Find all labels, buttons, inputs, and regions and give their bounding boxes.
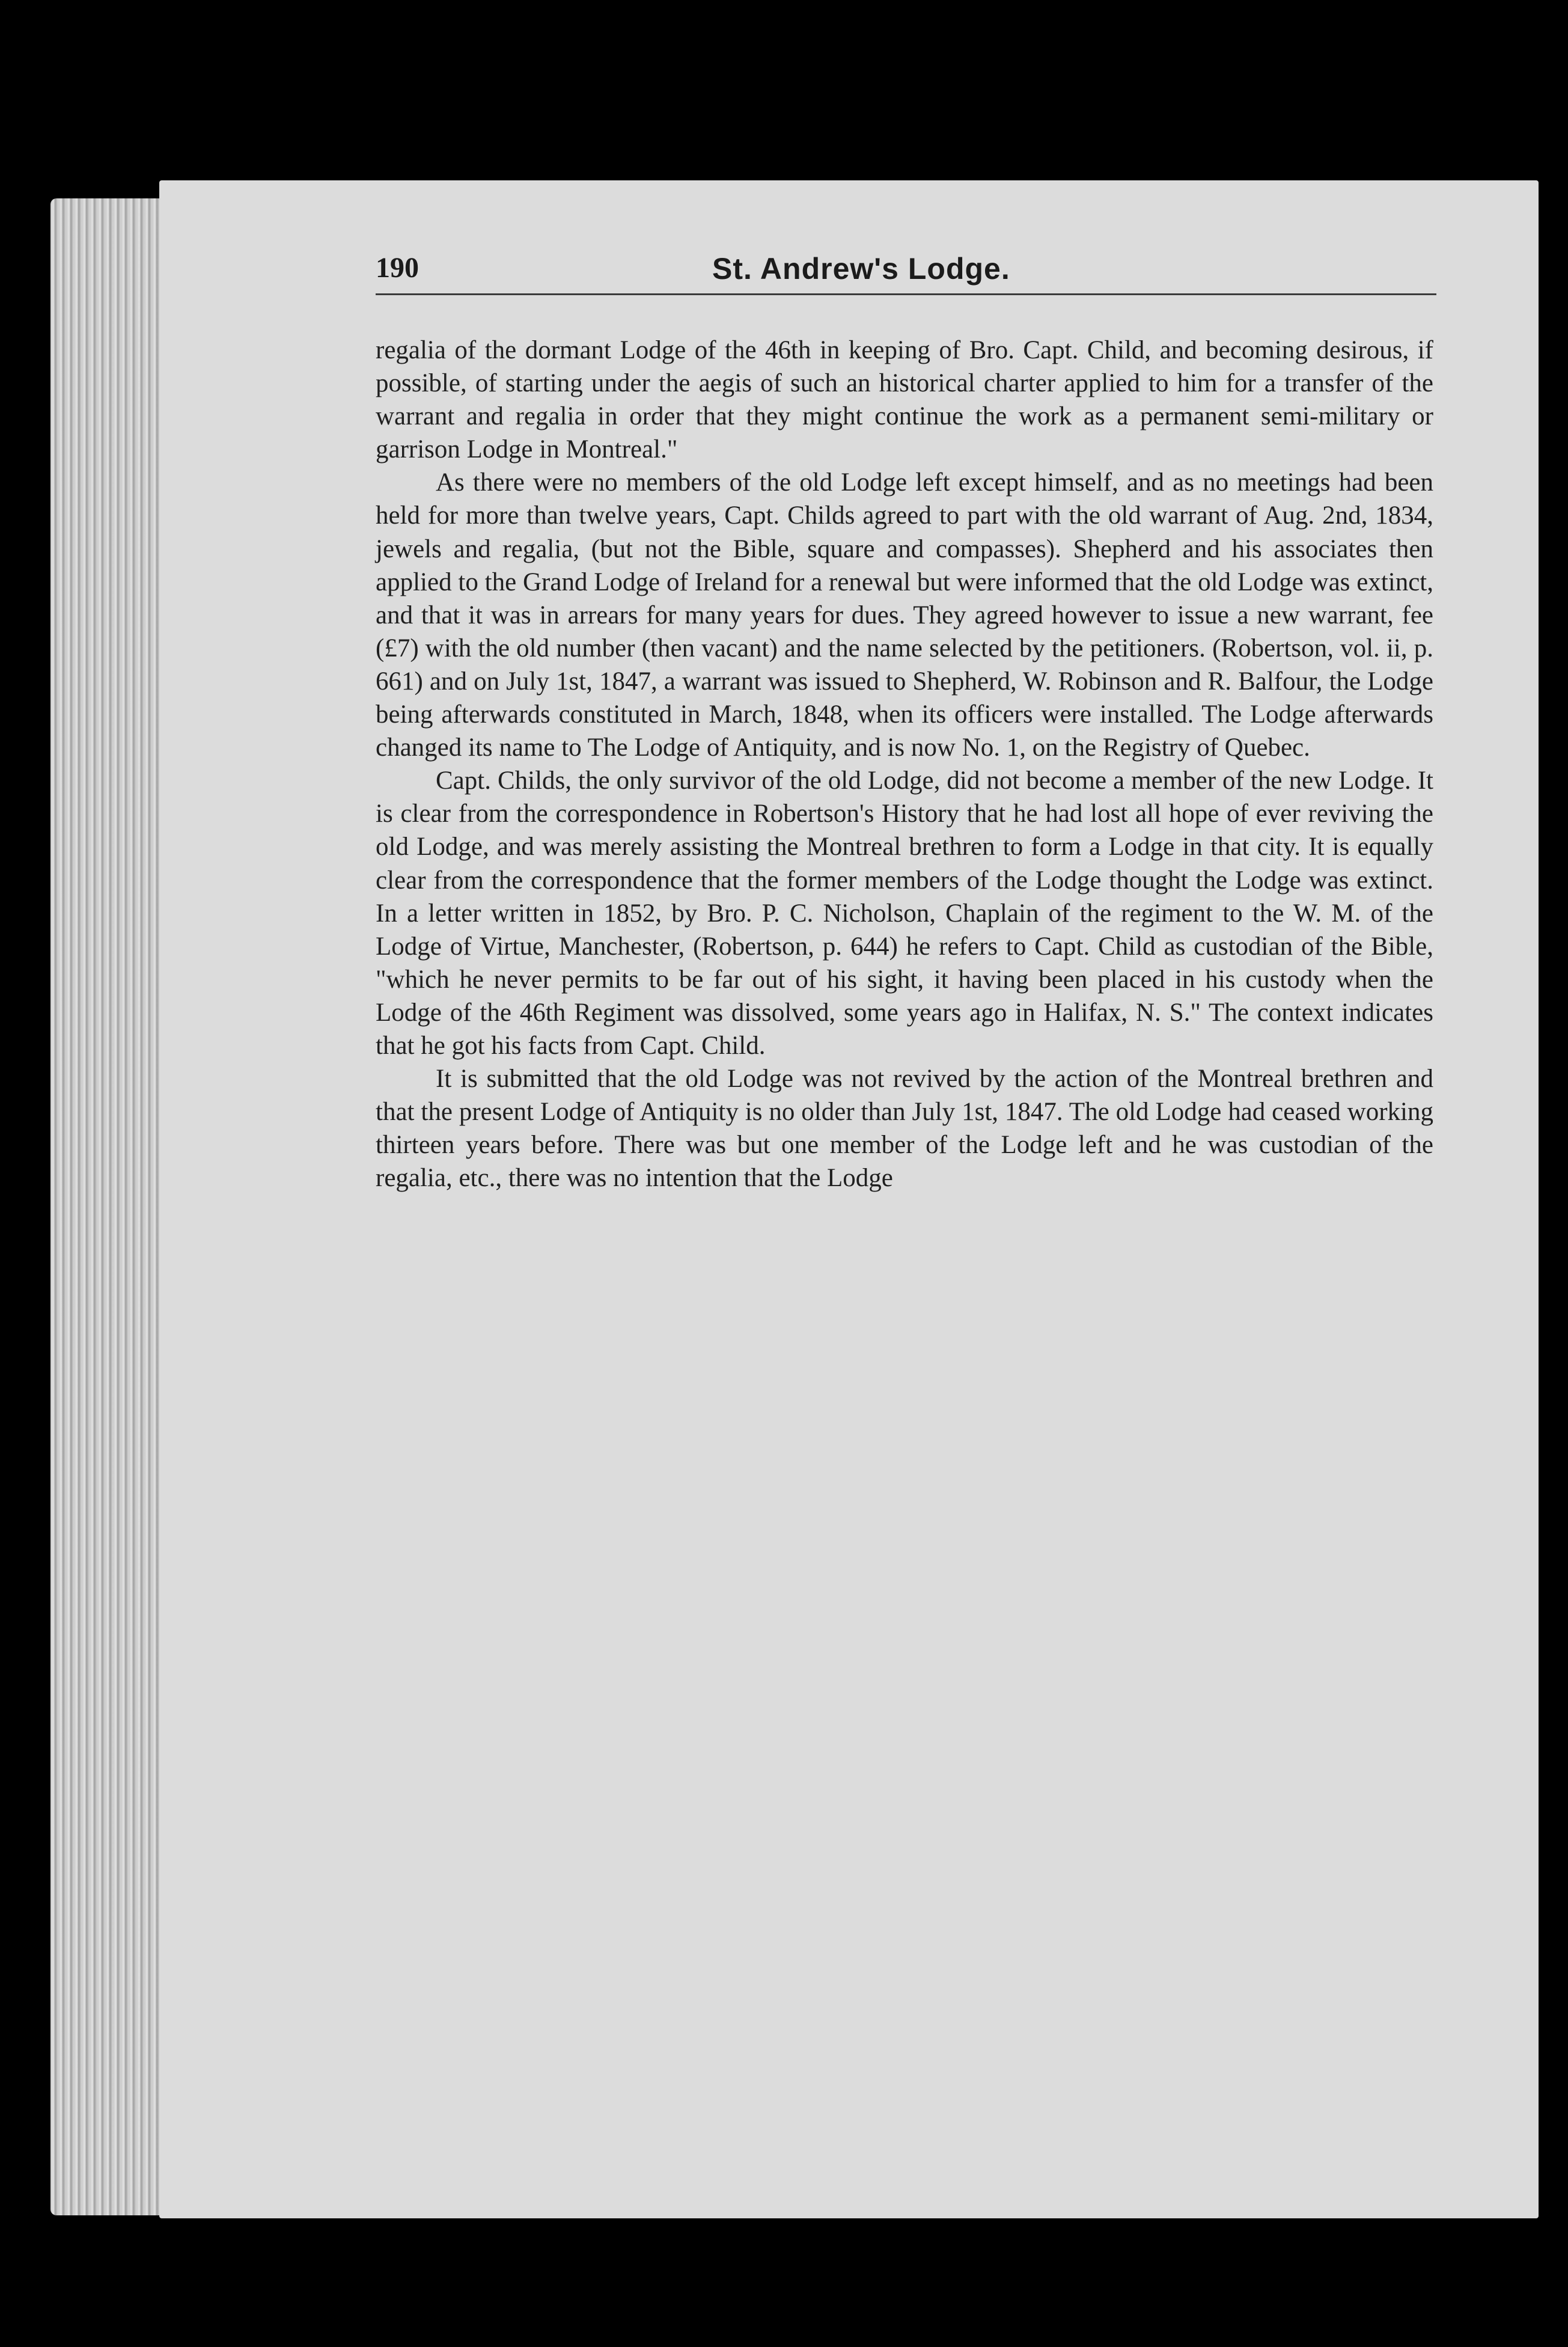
page-header xyxy=(376,251,1436,295)
page-body-text xyxy=(376,334,1433,1195)
paragraph-continued: regalia of the dormant Lodge of the 46th in keeping of Bro. Capt. Child, and becoming desirous, if possible, of starting under the aegis of such an historical charter applied to him for a transfer of the warrant and regalia in order that they might continue the work as a permanent semi-military or garrison Lodge in Montreal." xyxy=(376,336,1433,464)
page-number: 190 xyxy=(376,252,419,284)
paragraph: It is submitted that the old Lodge was not revived by the action of the Montreal brethren and that the present Lodge of Antiquity is no older than July 1st, 1847. The old Lodge had ceased working thirteen years before. There was but one member of the Lodge left and he was custodian of the regalia, etc., there was no intention that the Lodge xyxy=(376,1065,1433,1193)
paragraph: As there were no members of the old Lodge left except himself, and as no meetings had been held for more than twelve years, Capt. Childs agreed to part with the old warrant of Aug. 2nd, 1834, jewels and regalia, (but not the Bible, square and compasses). Shepherd and his associates then applied to the Grand Lodge of Ireland for a renewal but were informed that the old Lodge was extinct, and that it was in arrears for many years for dues. They agreed however to issue a new warrant, fee (£7) with the old number (then vacant) and the name selected by the petitioners. (Robertson, vol. ii, p. 661) and on July 1st, 1847, a warrant was issued to Shepherd, W. Robinson and R. Balfour, the Lodge being afterwards constituted in March, 1848, when its officers were installed. The Lodge afterwards changed its name to The Lodge of Antiquity, and is now No. 1, on the Registry of Quebec. xyxy=(376,468,1433,762)
running-title: St. Andrew's Lodge. xyxy=(712,252,1010,286)
book-page-edges xyxy=(50,198,165,2215)
paragraph: Capt. Childs, the only survivor of the old Lodge, did not become a member of the new Lodge. It is clear from the correspondence in Robertson's History that he had lost all hope of ever reviving the old Lodge, and was merely assisting the Montreal brethren to form a Lodge in that city. It is equally clear from the correspondence that the former members of the Lodge thought the Lodge was extinct. In a letter written in 1852, by Bro. P. C. Nicholson, Chaplain of the regiment to the W. M. of the Lodge of Virtue, Manchester, (Robertson, p. 644) he refers to Capt. Child as custodian of the Bible, "which he never permits to be far out of his sight, it having been placed in his custody when the Lodge of the 46th Regiment was dissolved, some years ago in Halifax, N. S." The context indicates that he got his facts from Capt. Child. xyxy=(376,767,1433,1060)
